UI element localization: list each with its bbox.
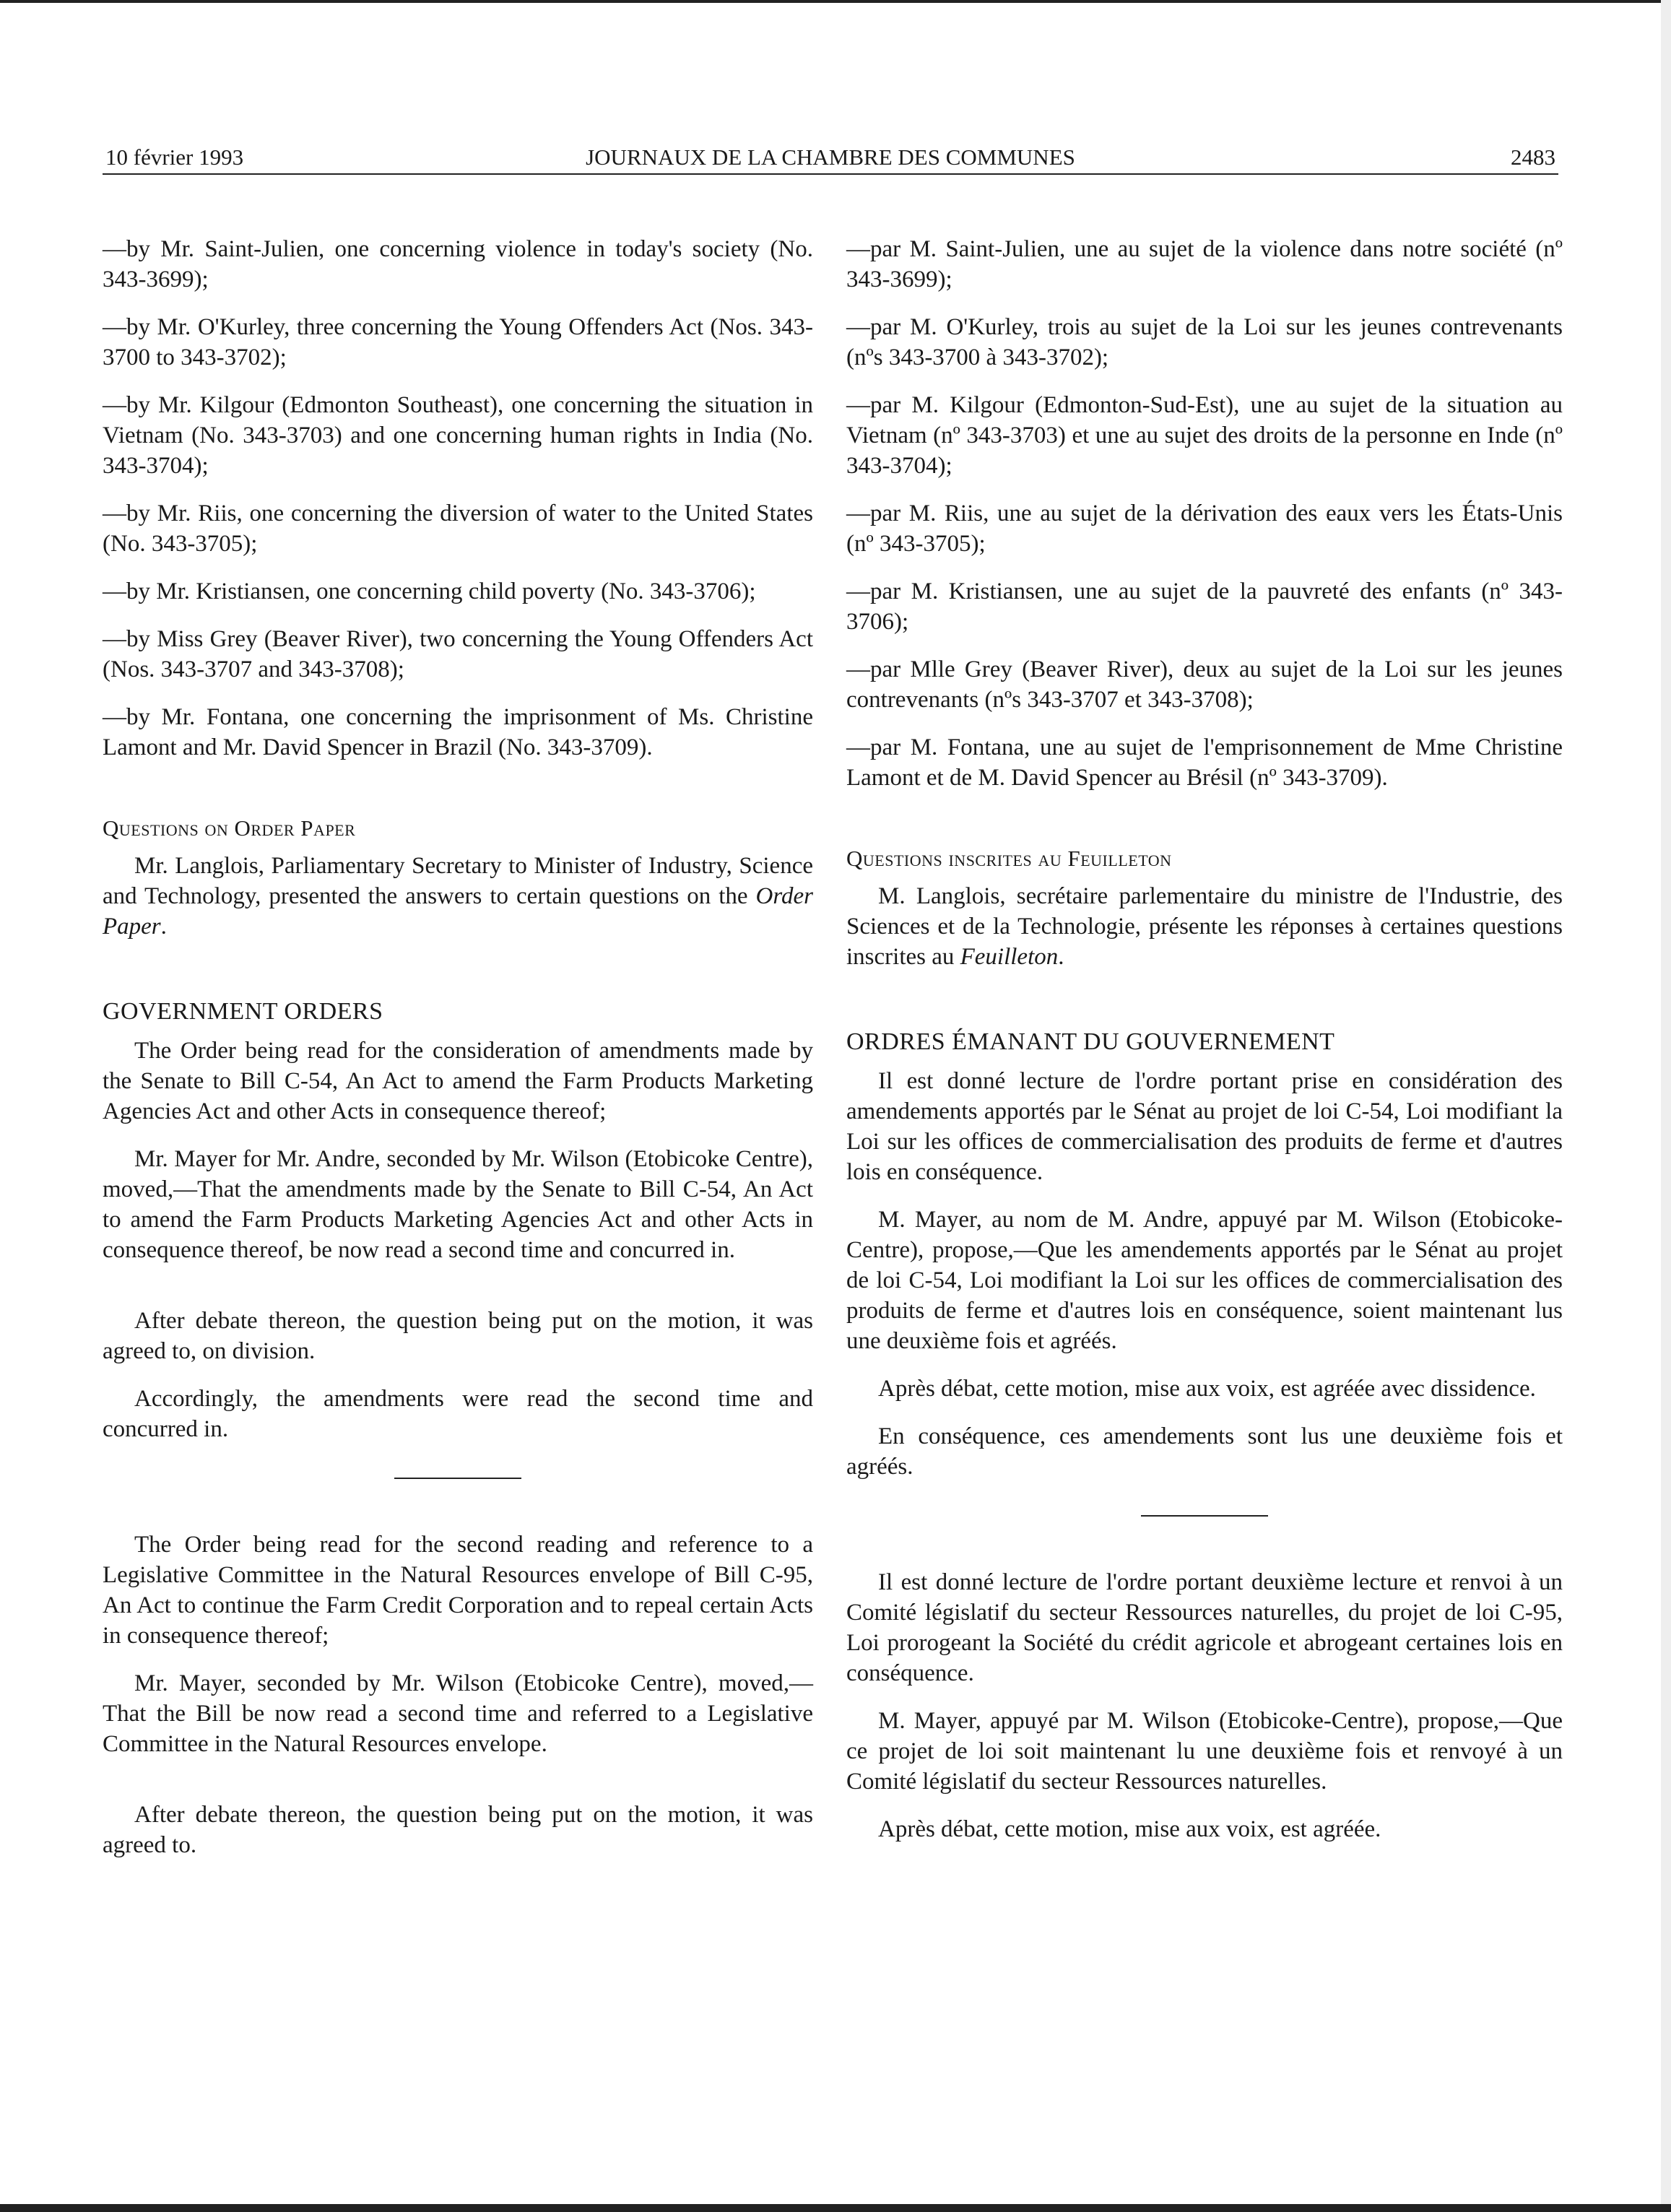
english-column	[103, 234, 813, 1878]
petition-item: —by Mr. Saint-Julien, one concerning violence in today's society (No. 343-3699);	[103, 236, 813, 292]
petition-item: —par M. O'Kurley, trois au sujet de la Loi sur les jeunes contrevenants (nºs 343-3700 à 343-3702);	[846, 314, 1563, 370]
section-heading-questions: Questions on Order Paper	[103, 815, 356, 841]
body-paragraph: The Order being read for the consideration of amendments made by the Senate to Bill C-54, An Act to amend the Farm Products Marketing Agencies Act and other Acts in consequence thereof;	[103, 1038, 813, 1124]
body-paragraph: M. Mayer, appuyé par M. Wilson (Etobicoke-Centre), propose,—Que ce projet de loi soit maintenant lu une deuxième fois et renvoyé à un Comité législatif du secteur Ressources naturelles.	[846, 1708, 1563, 1795]
body-paragraph: Mr. Mayer for Mr. Andre, seconded by Mr. Wilson (Etobicoke Centre), moved,—That the amendments made by the Senate to Bill C-54, An Act to amend the Farm Products Marketing Agencies Act and other Acts in consequence thereof, be now read a second time and concurred in.	[103, 1146, 813, 1263]
section-divider	[394, 1478, 521, 1479]
body-paragraph: The Order being read for the second reading and reference to a Legislative Committee in the Natural Resources envelope of Bill C-95, An Act to continue the Farm Credit Corporation and to repeal certain Acts in consequence thereof;	[103, 1532, 813, 1649]
body-paragraph: M. Mayer, au nom de M. Andre, appuyé par M. Wilson (Etobicoke-Centre), propose,—Que les amendements apportés par le Sénat au projet de loi C-54, Loi modifiant la Loi sur les offices de commercialisation des produits de ferme et d'autres lois en conséquence, soient maintenant lus une deuxième fois et agréés.	[846, 1207, 1563, 1354]
section-heading-questions: Questions inscrites au Feuilleton	[846, 846, 1172, 871]
feuilleton-italic: Feuilleton	[960, 944, 1059, 970]
body-paragraph: Après débat, cette motion, mise aux voix, est agréée.	[878, 1816, 1381, 1842]
petition-item: —by Mr. O'Kurley, three concerning the Young Offenders Act (Nos. 343-3700 to 343-3702);	[103, 314, 813, 370]
french-column	[846, 234, 1563, 1862]
petition-item: —by Mr. Kristiansen, one concerning child poverty (No. 343-3706);	[103, 578, 756, 604]
petition-item: —par M. Saint-Julien, une au sujet de la violence dans notre société (nº 343-3699);	[846, 236, 1563, 292]
section-heading-government-orders: GOVERNMENT ORDERS	[103, 998, 383, 1025]
section-divider	[1141, 1515, 1268, 1517]
petition-item: —by Mr. Kilgour (Edmonton Southeast), one concerning the situation in Vietnam (No. 343-3703) and one concerning human rights in India (No. 343-3704);	[103, 392, 813, 479]
scan-right-edge	[1661, 0, 1671, 2212]
body-paragraph: En conséquence, ces amendements sont lus une deuxième fois et agréés.	[846, 1423, 1563, 1480]
petition-item: —by Mr. Fontana, one concerning the imprisonment of Ms. Christine Lamont and Mr. David Spencer in Brazil (No. 343-3709).	[103, 704, 813, 760]
body-paragraph: After debate thereon, the question being put on the motion, it was agreed to.	[103, 1802, 813, 1858]
petition-item: —par M. Kilgour (Edmonton-Sud-Est), une au sujet de la situation au Vietnam (nº 343-3703) et une au sujet des droits de la personne en Inde (nº 343-3704);	[846, 392, 1563, 479]
petition-item: —par M. Riis, une au sujet de la dérivation des eaux vers les États-Unis (nº 343-3705);	[846, 500, 1563, 557]
petition-item: —par Mlle Grey (Beaver River), deux au sujet de la Loi sur les jeunes contrevenants (nºs 343-3707 et 343-3708);	[846, 656, 1563, 713]
petition-item: —by Miss Grey (Beaver River), two concerning the Young Offenders Act (Nos. 343-3707 and 343-3708);	[103, 626, 813, 682]
page-header	[103, 142, 1558, 175]
section-heading-government-orders: ORDRES ÉMANANT DU GOUVERNEMENT	[846, 1028, 1335, 1055]
page-number: 2483	[1511, 144, 1555, 170]
petition-item: —par M. Kristiansen, une au sujet de la pauvreté des enfants (nº 343-3706);	[846, 578, 1563, 635]
body-paragraph: Mr. Mayer, seconded by Mr. Wilson (Etobicoke Centre), moved,—That the Bill be now read a second time and referred to a Legislative Committee in the Natural Resources envelope.	[103, 1670, 813, 1757]
body-paragraph: Accordingly, the amendments were read the second time and concurred in.	[103, 1386, 813, 1442]
body-paragraph: Après débat, cette motion, mise aux voix, est agréée avec dissidence.	[878, 1376, 1536, 1402]
scan-bottom-edge	[0, 2204, 1671, 2212]
body-paragraph: Il est donné lecture de l'ordre portant prise en considération des amendements apportés par le Sénat au projet de loi C-54, Loi modifiant la Loi sur les offices de commercialisation des produits de ferme et d'autres lois en conséquence.	[846, 1068, 1563, 1185]
body-paragraph: After debate thereon, the question being put on the motion, it was agreed to, on division.	[103, 1308, 813, 1364]
order-paper-italic: Order Paper	[103, 883, 813, 940]
questions-paragraph: M. Langlois, secrétaire parlementaire du ministre de l'Industrie, des Sciences et de la Technologie, présente les réponses à certaines questions inscrites au Feuilleton.	[846, 883, 1563, 970]
petition-item: —par M. Fontana, une au sujet de l'emprisonnement de Mme Christine Lamont et de M. David Spencer au Brésil (nº 343-3709).	[846, 734, 1563, 791]
body-paragraph: Il est donné lecture de l'ordre portant deuxième lecture et renvoi à un Comité législatif du secteur Ressources naturelles, du projet de loi C-95, Loi prorogeant la Société du crédit agricole et abrogeant certaines lois en conséquence.	[846, 1569, 1563, 1686]
header-date: 10 février 1993	[105, 144, 244, 170]
header-title: JOURNAUX DE LA CHAMBRE DES COMMUNES	[586, 144, 1075, 170]
petition-item: —by Mr. Riis, one concerning the diversion of water to the United States (No. 343-3705);	[103, 500, 813, 557]
scan-top-edge	[0, 0, 1671, 3]
questions-paragraph: Mr. Langlois, Parliamentary Secretary to Minister of Industry, Science and Technology, presented the answers to certain questions on the Order Paper.	[103, 853, 813, 940]
